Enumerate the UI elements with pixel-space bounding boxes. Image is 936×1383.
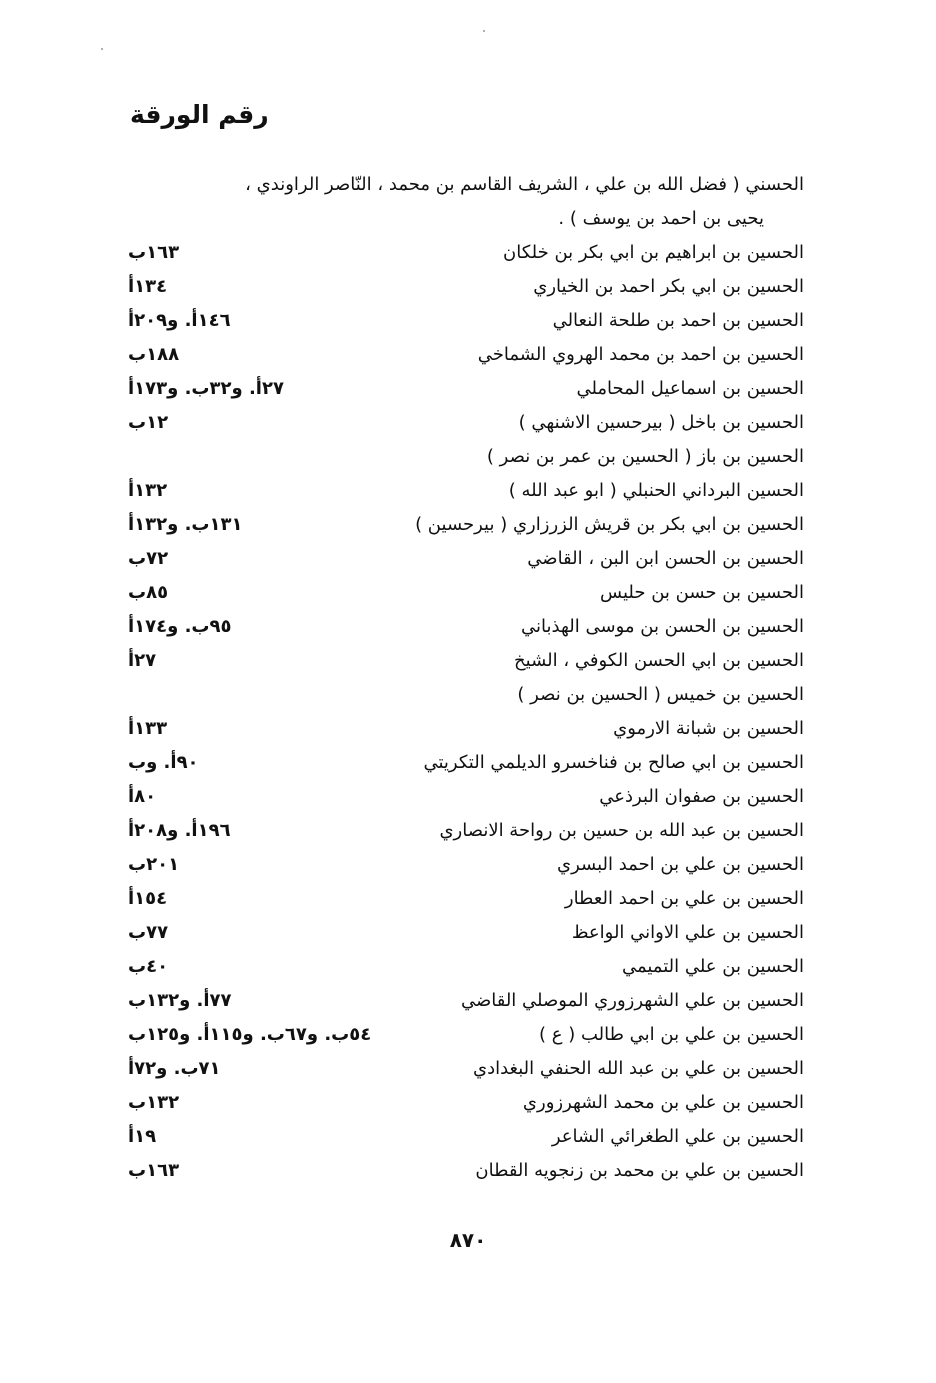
entry-folio-reference: ١٤٦أ. و٢٠٩أ bbox=[128, 310, 231, 331]
index-entry-row bbox=[128, 1154, 804, 1188]
entry-folio-reference: ١٨٨ب bbox=[128, 344, 180, 365]
intro-line bbox=[128, 168, 804, 202]
entry-name: الحسين بن علي الطغرائي الشاعر bbox=[551, 1126, 804, 1147]
entry-name: الحسين بن احمد بن طلحة النعالي bbox=[552, 310, 804, 331]
entry-name: الحسين بن حسن بن حليس bbox=[600, 582, 804, 603]
entry-name: الحسين بن علي بن محمد الشهرزوري bbox=[522, 1092, 804, 1113]
entry-folio-reference: ٨٠أ bbox=[128, 786, 157, 807]
entry-folio-reference: ٧٧أ. و١٣٢ب bbox=[128, 990, 232, 1011]
intro-line bbox=[128, 202, 804, 236]
index-entry-row bbox=[128, 984, 804, 1018]
index-entry-row bbox=[128, 916, 804, 950]
entry-name: الحسين بن خميس ( الحسين بن نصر ) bbox=[517, 684, 804, 705]
index-entry-row bbox=[128, 746, 804, 780]
index-entry-row bbox=[128, 270, 804, 304]
index-entry-row bbox=[128, 406, 804, 440]
entry-folio-reference: ١٩٦أ. و٢٠٨أ bbox=[128, 820, 231, 841]
index-entry-row bbox=[128, 1120, 804, 1154]
index-entry-row bbox=[128, 338, 804, 372]
index-entry-row bbox=[128, 644, 804, 678]
index-entry-row bbox=[128, 712, 804, 746]
entry-folio-reference: ١٢ب bbox=[128, 412, 169, 433]
entry-name: الحسين بن علي بن عبد الله الحنفي البغدادي bbox=[473, 1058, 804, 1079]
entry-name: الحسين بن علي الشهرزوري الموصلي القاضي bbox=[460, 990, 804, 1011]
scan-speck bbox=[483, 30, 485, 32]
index-entries bbox=[128, 168, 804, 1188]
entry-name: الحسين البرداني الحنبلي ( ابو عبد الله ) bbox=[508, 480, 804, 501]
index-entry-row bbox=[128, 1018, 804, 1052]
entry-name: الحسين بن علي بن احمد العطار bbox=[564, 888, 804, 909]
entry-name: الحسين بن علي التميمي bbox=[621, 956, 804, 977]
entry-folio-reference: ٨٥ب bbox=[128, 582, 169, 603]
entry-name: الحسين بن احمد بن محمد الهروي الشماخي bbox=[477, 344, 804, 365]
index-entry-row bbox=[128, 474, 804, 508]
index-entry-row bbox=[128, 882, 804, 916]
index-entry-row bbox=[128, 304, 804, 338]
entry-folio-reference: ٩٠أ. وب bbox=[128, 752, 199, 773]
entry-folio-reference: ٢٧أ bbox=[128, 650, 157, 671]
page-header: رقم الورقة bbox=[130, 100, 269, 129]
entry-folio-reference: ١٩أ bbox=[128, 1126, 157, 1147]
entry-name: الحسين بن الحسن بن موسى الهذباني bbox=[521, 616, 804, 637]
index-entry-row bbox=[128, 678, 804, 712]
index-entry-row bbox=[128, 1086, 804, 1120]
entry-name: الحسين بن ابي بكر بن قريش الزرزاري ( بيرحسين ) bbox=[415, 514, 804, 535]
entry-name: الحسين بن باخل ( بيرحسين الاشنهي ) bbox=[518, 412, 804, 433]
intro-line-2: يحيى بن احمد بن يوسف ) . bbox=[558, 208, 764, 229]
index-entry-row bbox=[128, 576, 804, 610]
scan-speck bbox=[101, 48, 103, 50]
entry-folio-reference: ١٣٣أ bbox=[128, 718, 168, 739]
index-entry-row bbox=[128, 848, 804, 882]
entry-name: الحسين بن باز ( الحسين بن عمر بن نصر ) bbox=[486, 446, 804, 467]
entry-folio-reference: ٢٠١ب bbox=[128, 854, 180, 875]
entry-name: الحسين بن الحسن ابن البن ، القاضي bbox=[527, 548, 804, 569]
entry-name: الحسين بن علي بن محمد بن زنجويه القطان bbox=[475, 1160, 804, 1181]
index-entry-row bbox=[128, 440, 804, 474]
page-number: ٨٧٠ bbox=[449, 1228, 487, 1252]
index-entry-row bbox=[128, 542, 804, 576]
entry-name: الحسين بن ابي الحسن الكوفي ، الشيخ bbox=[514, 650, 804, 671]
entry-folio-reference: ٧٢ب bbox=[128, 548, 169, 569]
entry-folio-reference: ١٦٣ب bbox=[128, 242, 180, 263]
entry-name: الحسين بن عبد الله بن حسين بن رواحة الانصاري bbox=[439, 820, 804, 841]
entry-folio-reference: ١٣٢ب bbox=[128, 1092, 180, 1113]
index-entry-row bbox=[128, 372, 804, 406]
entry-folio-reference: ١٥٤أ bbox=[128, 888, 168, 909]
index-entry-row bbox=[128, 508, 804, 542]
entry-name: الحسين بن اسماعيل المحاملي bbox=[576, 378, 804, 399]
entry-folio-reference: ١٣٤أ bbox=[128, 276, 168, 297]
entry-name: الحسين بن علي الاواني الواعظ bbox=[571, 922, 804, 943]
entry-folio-reference: ٤٠ب bbox=[128, 956, 169, 977]
entry-name: الحسين بن ابي بكر احمد بن الخياري bbox=[533, 276, 804, 297]
index-entry-row bbox=[128, 1052, 804, 1086]
index-entry-row bbox=[128, 610, 804, 644]
index-entry-row bbox=[128, 780, 804, 814]
entry-name: الحسين بن صفوان البرذعي bbox=[599, 786, 804, 807]
entry-name: الحسين بن ابراهيم بن ابي بكر بن خلكان bbox=[503, 242, 804, 263]
entry-folio-reference: ٧٧ب bbox=[128, 922, 169, 943]
intro-line-1: الحسني ( فضل الله بن علي ، الشريف القاسم بن محمد ، النّاصر الراوندي ، bbox=[245, 174, 804, 195]
entry-name: الحسين بن علي بن ابي طالب ( ع ) bbox=[539, 1024, 804, 1045]
entry-folio-reference: ١٦٣ب bbox=[128, 1160, 180, 1181]
index-entry-row bbox=[128, 236, 804, 270]
entry-name: الحسين بن ابي صالح بن فناخسرو الديلمي التكريتي bbox=[423, 752, 804, 773]
index-entry-row bbox=[128, 950, 804, 984]
entry-folio-reference: ٢٧أ. و٣٢ب. و١٧٣أ bbox=[128, 378, 284, 399]
entry-folio-reference: ٧١ب. و٧٢أ bbox=[128, 1058, 221, 1079]
entry-folio-reference: ١٣١ب. و١٣٢أ bbox=[128, 514, 243, 535]
entry-folio-reference: ٥٤ب. و٦٧ب. و١١٥أ. و١٢٥ب bbox=[128, 1024, 372, 1045]
entry-folio-reference: ١٣٢أ bbox=[128, 480, 168, 501]
entry-name: الحسين بن شبانة الارموي bbox=[613, 718, 804, 739]
index-entry-row bbox=[128, 814, 804, 848]
entry-name: الحسين بن علي بن احمد البسري bbox=[556, 854, 804, 875]
entry-folio-reference: ٩٥ب. و١٧٤أ bbox=[128, 616, 232, 637]
